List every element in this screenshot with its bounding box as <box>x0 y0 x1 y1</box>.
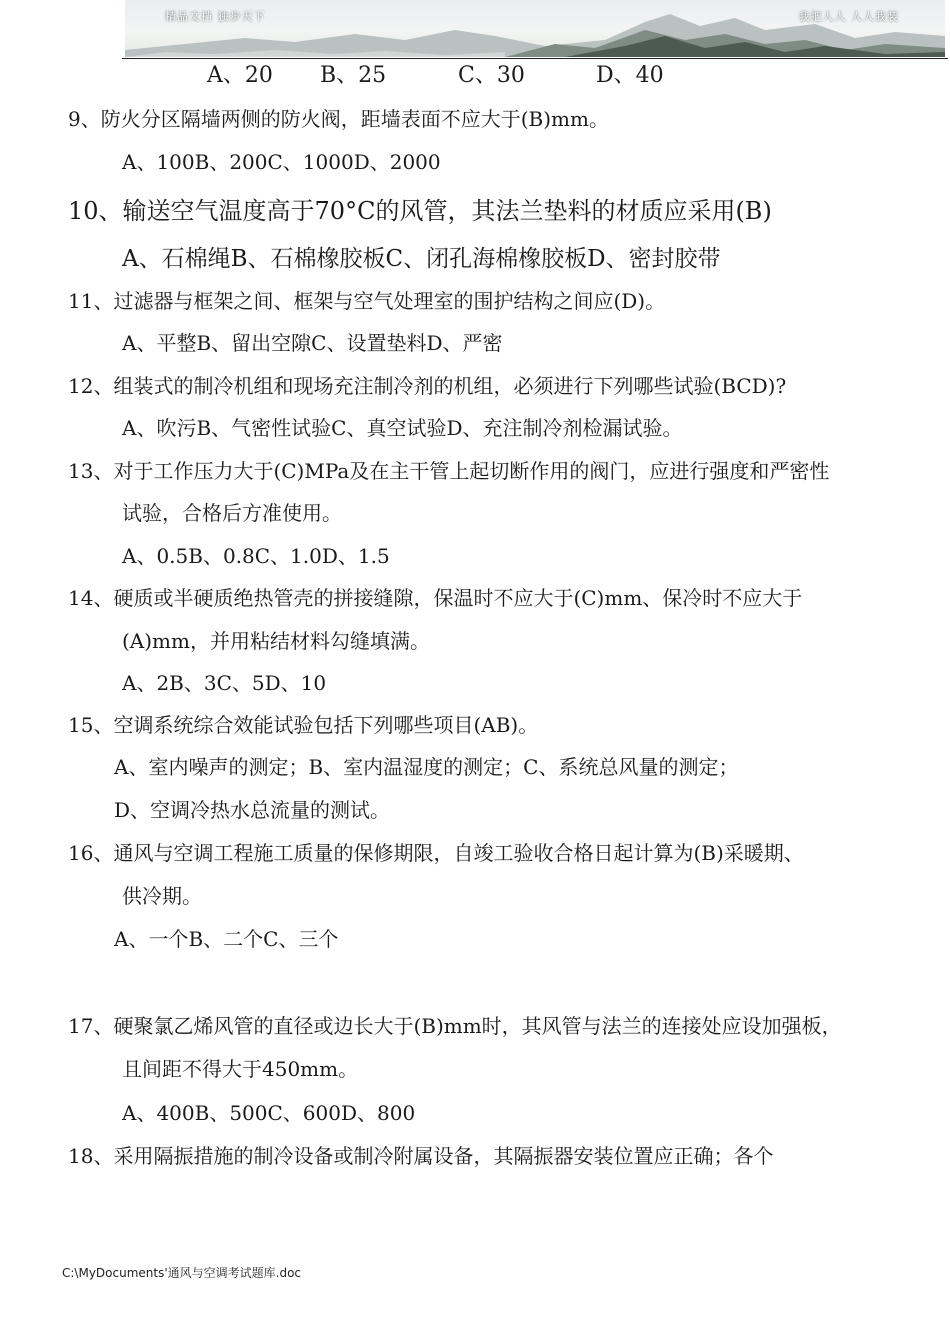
question-10-options: A、石棉绳B、石棉橡胶板C、闭孔海棉橡胶板D、密封胶带 <box>122 246 721 272</box>
question-14: 14、硬质或半硬质绝热管壳的拼接缝隙，保温时不应大于(C)mm、保冷时不应大于 <box>68 586 803 610</box>
question-18: 18、采用隔振措施的制冷设备或制冷附属设备，其隔振器安装位置应正确；各个 <box>68 1144 774 1168</box>
question-16-continued: 供冷期。 <box>122 884 202 908</box>
question-9: 9、防火分区隔墙两侧的防火阀，距墙表面不应大于(B)mm。 <box>68 107 609 131</box>
question-13-continued: 试验，合格后方准使用。 <box>122 501 342 525</box>
banner-right-text: 我把人人 人人我装 <box>798 10 899 23</box>
top-option-c: C、30 <box>458 63 525 88</box>
question-13-options: A、0.5B、0.8C、1.0D、1.5 <box>122 544 390 568</box>
question-17: 17、硬聚氯乙烯风管的直径或边长大于(B)mm时，其风管与法兰的连接处应设加强板， <box>68 1014 842 1038</box>
question-15: 15、空调系统综合效能试验包括下列哪些项目(AB)。 <box>68 713 539 737</box>
question-13: 13、对于工作压力大于(C)MPa及在主干管上起切断作用的阀门，应进行强度和严密性 <box>68 459 830 483</box>
question-9-options: A、100B、200C、1000D、2000 <box>122 150 441 174</box>
question-11: 11、过滤器与框架之间、框架与空气处理室的围护结构之间应(D)。 <box>68 289 666 313</box>
question-15-options-line-2: D、空调冷热水总流量的测试。 <box>114 798 391 822</box>
header-banner <box>125 0 945 57</box>
question-10: 10、输送空气温度高于70°C的风管，其法兰垫料的材质应采用(B) <box>68 197 772 225</box>
question-12-options: A、吹污B、气密性试验C、真空试验D、充注制冷剂检漏试验。 <box>122 416 683 440</box>
question-17-options: A、400B、500C、600D、800 <box>122 1101 416 1125</box>
top-options-row <box>0 58 950 86</box>
question-12: 12、组装式的制冷机组和现场充注制冷剂的机组，必须进行下列哪些试验(BCD)? <box>68 374 787 398</box>
question-16-options: A、一个B、二个C、三个 <box>114 927 339 951</box>
top-option-b: B、25 <box>320 63 387 88</box>
top-option-a: A、20 <box>207 63 273 88</box>
question-17-continued: 且间距不得大于450mm。 <box>122 1057 359 1081</box>
question-14-continued: (A)mm，并用粘结材料勾缝填满。 <box>122 629 430 653</box>
question-14-options: A、2B、3C、5D、10 <box>122 671 327 695</box>
question-15-options-line-1: A、室内噪声的测定；B、室内温湿度的测定；C、系统总风量的测定； <box>114 755 739 779</box>
top-option-d: D、40 <box>596 63 664 88</box>
footer-file-path: C:\MyDocuments'通风与空调考试题库.doc <box>62 1266 302 1280</box>
banner-left-text: 精品文档 独步天下 <box>165 10 266 23</box>
question-11-options: A、平整B、留出空隙C、设置垫料D、严密 <box>122 331 503 355</box>
question-16: 16、通风与空调工程施工质量的保修期限，自竣工验收合格日起计算为(B)采暖期、 <box>68 841 804 865</box>
